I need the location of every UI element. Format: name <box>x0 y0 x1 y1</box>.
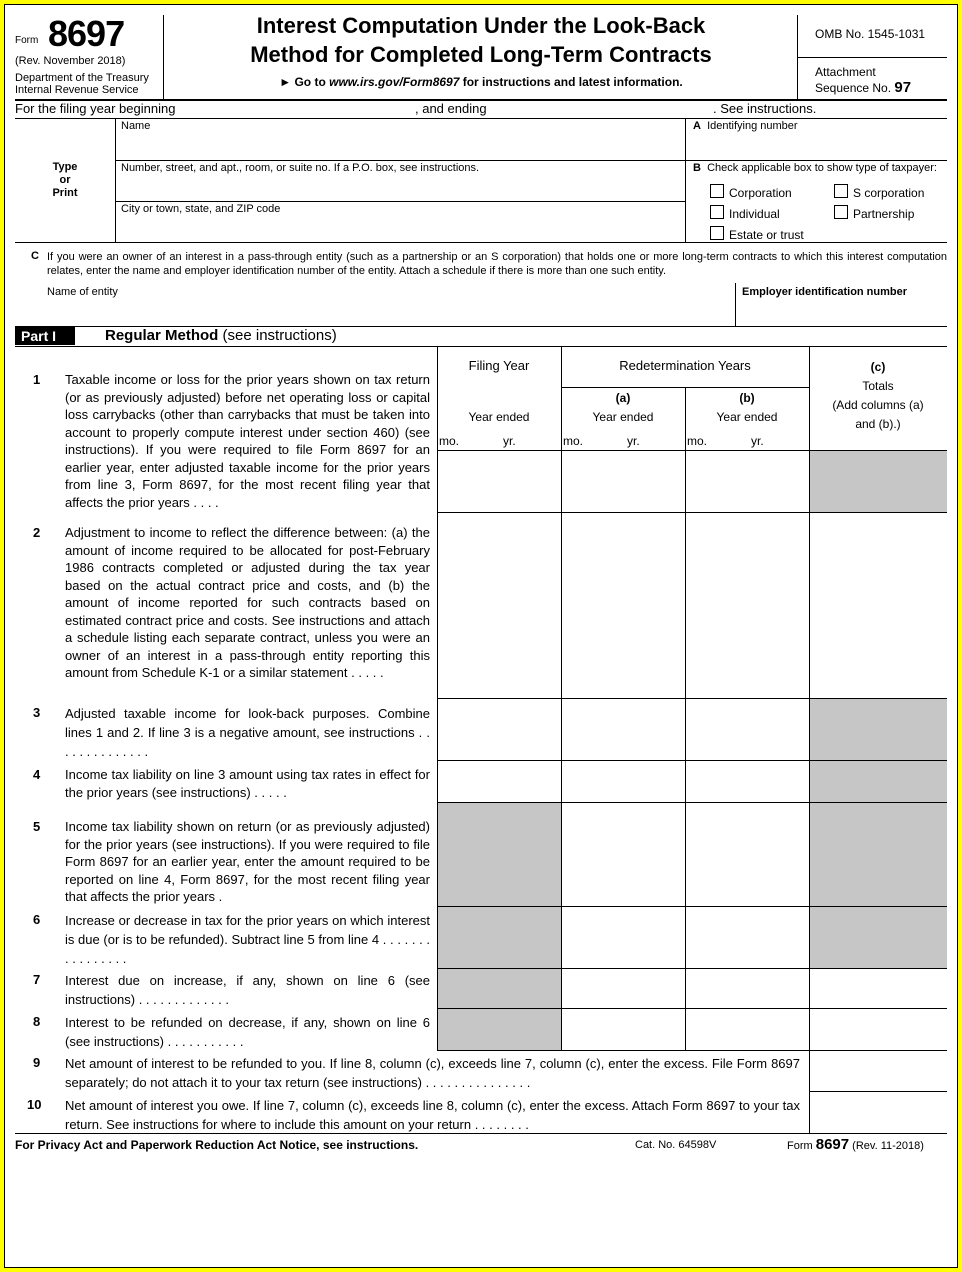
goto-suffix: for instructions and latest information. <box>459 75 683 89</box>
privacy-notice: For Privacy Act and Paperwork Reduction Act Notice, see instructions. <box>15 1138 419 1152</box>
department: Department of the Treasury <box>15 72 149 84</box>
part-title-suffix: (see instructions) <box>218 327 337 344</box>
form-number: 8697 <box>48 13 125 54</box>
shaded-cell <box>809 450 947 512</box>
line-8-text: Interest to be refunded on decrease, if any, shown on line 6 (see instructions) . . . . . . . . . . . <box>65 1015 430 1049</box>
letter-c: C <box>31 250 39 262</box>
see-instructions: . See instructions. <box>713 101 817 116</box>
line-3-text: Adjusted taxable income for look-back purposes. Combine lines 1 and 2. If line 3 is a negative amount, see instructions . . . . . . . . . . . . . . <box>65 706 430 759</box>
title-line-2: Method for Completed Long-Term Contracts <box>250 42 712 67</box>
city-label: City or town, state, and ZIP code <box>121 203 281 215</box>
line-1-number: 1 <box>33 372 41 387</box>
city-input[interactable] <box>116 216 684 241</box>
goto-instructions <box>165 75 797 89</box>
print-text: Print <box>52 187 78 199</box>
footer-form-number: 8697 <box>815 1136 850 1153</box>
entity-instructions: If you were an owner of an interest in a pass-through entity (such as a partnership or an S corporation) that holds one or more long-term contracts to which this interest computation relates, enter the name and employer identification number of the entity. Attach a schedule if there is more than one such entity. <box>47 251 947 277</box>
shaded-cell <box>437 802 561 1050</box>
ein-input[interactable] <box>738 301 945 325</box>
attachment-label: Attachment <box>815 65 876 79</box>
letter-b: B <box>693 162 701 174</box>
line-5-text: Income tax liability shown on return (or as previously adjusted) for the prior years (see instructions). If you were required to file Form 8697 for an earlier year, enter the amount required to be reported on line 4, Form 8697, for the most recent filing year that affects the prior years . <box>65 819 430 904</box>
form-8697 <box>4 4 958 1268</box>
estate-or-trust-checkbox[interactable] <box>710 226 724 240</box>
line-2-number: 2 <box>33 525 41 540</box>
corporation-checkbox[interactable] <box>710 184 724 198</box>
sequence-number <box>815 79 911 96</box>
col-b-mo: mo. <box>687 434 708 448</box>
line-9-number: 9 <box>33 1055 41 1070</box>
s-corporation-checkbox[interactable] <box>834 184 848 198</box>
revision: (Rev. November 2018) <box>15 55 126 67</box>
col-a-mo: mo. <box>563 434 584 448</box>
ein-label: Employer identification number <box>742 286 908 298</box>
col-a-letter: (a) <box>615 391 631 405</box>
line-4-text: Income tax liability on line 3 amount using tax rates in effect for the prior years (see instructions) . . . . . <box>65 767 430 800</box>
arrow-text: ► Go to <box>279 75 330 89</box>
and-b-label: and (b).) <box>855 417 901 431</box>
identifying-number-label <box>693 120 798 132</box>
taxpayer-type-label <box>693 162 937 174</box>
line-3-number: 3 <box>33 705 41 720</box>
name-input[interactable] <box>116 133 684 159</box>
filing-mo: mo. <box>439 434 460 448</box>
line-10-number: 10 <box>27 1097 42 1112</box>
col-b-year-ended: Year ended <box>716 410 778 424</box>
partnership-label: Partnership <box>853 207 915 221</box>
sequence-label: Sequence No. <box>815 81 892 95</box>
street-label: Number, street, and apt., room, or suite no. If a P.O. box, see instructions. <box>121 162 480 174</box>
line-7-number: 7 <box>33 972 41 987</box>
type-or-print <box>35 161 95 200</box>
catalog-number: Cat. No. 64598V <box>635 1139 717 1151</box>
filing-year-beginning: For the filing year beginning <box>15 101 176 116</box>
line-2-text: Adjustment to income to reflect the difference between: (a) the amount of income required to be allocated for post-February 1986 contracts completed or adjusted during the tax year based on the actual contract price and costs, and (b) the amount of income reported for such contracts based on estimated contract price and costs. See instructions and attach a schedule listing each separate contract, unless you were an owner of an interest in a pass-through entity reporting this amount from Schedule K-1 or a similar statement . . . . . <box>65 525 430 680</box>
col-c-letter: (c) <box>870 360 886 374</box>
line-9-text: Net amount of interest to be refunded to you. If line 8, column (c), exceeds line 7, column (c), enter the excess. File Form 8697 separately; do not attach it to your tax return (see instructions) . . . . . . . . . . . . . . . <box>65 1056 800 1090</box>
line-6-number: 6 <box>33 912 41 927</box>
line-10-total-input[interactable] <box>810 1092 947 1132</box>
footer-form-label: Form <box>787 1140 813 1152</box>
individual-label: Individual <box>729 207 780 221</box>
line-9-total-input[interactable] <box>810 1051 947 1091</box>
sequence-value: 97 <box>894 79 912 96</box>
identifying-number-input[interactable] <box>687 133 945 159</box>
line-8-number: 8 <box>33 1014 41 1029</box>
form-label: Form <box>15 35 39 46</box>
part-title-bold: Regular Method <box>105 327 219 344</box>
line-6-text: Increase or decrease in tax for the prior years on which interest is due (or is to be refunded). Subtract line 5 from line 4 . . . . . . . . . . . . . . . . <box>65 913 430 966</box>
filing-yr: yr. <box>503 434 516 448</box>
corporation-label: Corporation <box>729 186 792 200</box>
entity-name-input[interactable] <box>47 301 732 325</box>
shaded-cell <box>809 698 947 802</box>
filing-year-ending: , and ending <box>415 101 487 116</box>
form-title <box>165 11 797 69</box>
title-line-1: Interest Computation Under the Look-Back <box>256 13 706 38</box>
irs-link[interactable]: www.irs.gov/Form8697 <box>329 75 460 89</box>
col-a-yr: yr. <box>627 434 640 448</box>
a-label: Identifying number <box>707 120 798 132</box>
col-a-year-ended: Year ended <box>592 410 654 424</box>
line-10-text: Net amount of interest you owe. If line 7, column (c), exceeds line 8, column (c), enter the excess. Attach Form 8697 to your tax return. See instructions for where to include this amount on your return . . . . . . . . <box>65 1098 800 1132</box>
col-b-yr: yr. <box>751 434 764 448</box>
line-5-number: 5 <box>33 819 41 834</box>
line-7-text: Interest due on increase, if any, shown on line 6 (see instructions) . . . . . . . . . . . . . <box>65 973 430 1007</box>
redetermination-years-header: Redetermination Years <box>619 358 751 373</box>
or-text: or <box>59 174 71 186</box>
entity-name-label: Name of entity <box>47 286 118 298</box>
totals-label: Totals <box>862 379 894 393</box>
partnership-checkbox[interactable] <box>834 205 848 219</box>
omb-number: OMB No. 1545-1031 <box>815 27 926 41</box>
b-label: Check applicable box to show type of taxpayer: <box>707 162 937 174</box>
footer-form <box>787 1136 924 1153</box>
letter-a: A <box>693 120 701 132</box>
part-title <box>105 327 337 344</box>
street-input[interactable] <box>116 175 684 201</box>
estate-or-trust-label: Estate or trust <box>729 228 804 242</box>
shaded-cell <box>809 802 947 968</box>
line-4-number: 4 <box>33 767 41 782</box>
filing-year-header: Filing Year <box>468 358 530 373</box>
s-corporation-label: S corporation <box>853 186 925 200</box>
part-label: Part I <box>15 327 75 345</box>
irs: Internal Revenue Service <box>15 84 139 96</box>
col-b-letter: (b) <box>739 391 755 405</box>
individual-checkbox[interactable] <box>710 205 724 219</box>
name-label: Name <box>121 120 151 132</box>
add-cols-label: (Add columns (a) <box>832 398 924 412</box>
type-text: Type <box>52 161 78 173</box>
line-1-text: Taxable income or loss for the prior years shown on tax return (or as previously adjusted) before net operating loss or capital loss carrybacks (other than carrybacks that must be taken into account to properly compute interest under section 460) (see instructions). If you were required to file Form 8697 for an earlier year, enter adjusted taxable income for the prior years from line 3, Form 8697, for the most recent filing year that affects the prior years . . . . <box>65 372 430 510</box>
totals-header <box>809 358 947 434</box>
filing-year-ended: Year ended <box>468 410 530 424</box>
footer-rev: (Rev. 11-2018) <box>852 1140 924 1152</box>
